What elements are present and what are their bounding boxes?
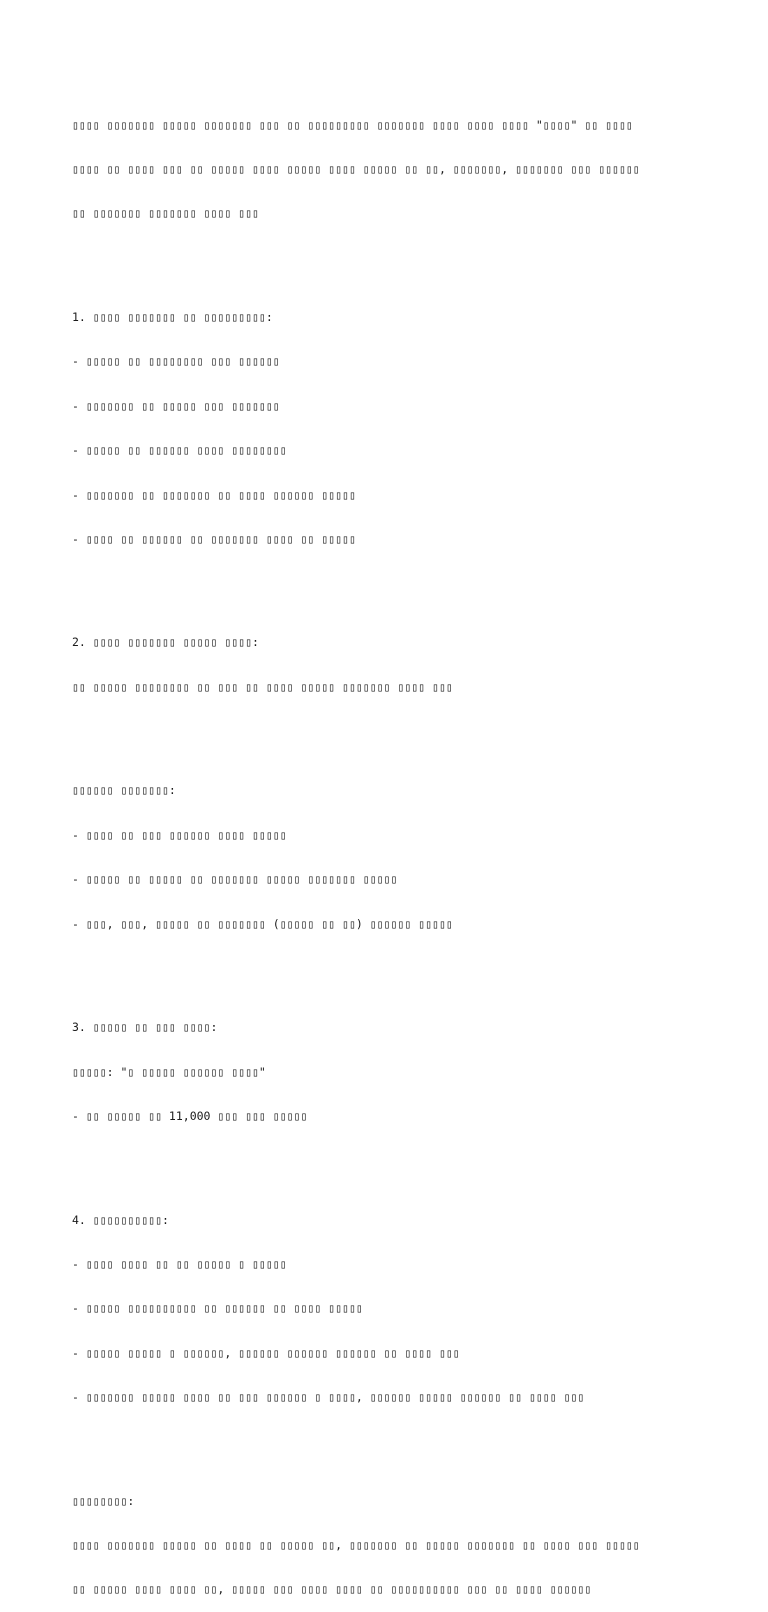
section-1-item: - ▯▯▯▯▯▯▯ ▯▯ ▯▯▯▯▯ ▯▯▯ ▯▯▯▯▯▯▯ — [72, 398, 280, 413]
section-1-heading: 1. ▯▯▯▯ ▯▯▯▯▯▯▯ ▯▯ ▯▯▯▯▯▯▯▯▯: — [72, 309, 273, 324]
subsection-heading: ▯▯▯▯▯▯ ▯▯▯▯▯▯▯: — [72, 783, 176, 798]
section-4-item: - ▯▯▯▯ ▯▯▯▯ ▯▯ ▯▯ ▯▯▯▯▯ ▯ ▯▯▯▯▯ — [72, 1256, 287, 1271]
section-4-item: - ▯▯▯▯▯ ▯▯▯▯▯ ▯ ▯▯▯▯▯▯, ▯▯▯▯▯▯ ▯▯▯▯▯▯ ▯▯▯▯▯▯ ▯▯ ▯▯▯▯ ▯▯▯ — [72, 1345, 460, 1360]
spacer — [72, 961, 696, 976]
section-4-item: - ▯▯▯▯▯▯▯ ▯▯▯▯▯ ▯▯▯▯ ▯▯ ▯▯▯ ▯▯▯▯▯▯ ▯ ▯▯▯▯, ▯▯▯▯▯▯ ▯▯▯▯▯ ▯▯▯▯▯▯ ▯▯ ▯▯▯▯ ▯▯▯ — [72, 1390, 585, 1405]
intro-line-2: ▯▯▯▯ ▯▯ ▯▯▯▯ ▯▯▯ ▯▯ ▯▯▯▯▯ ▯▯▯▯ ▯▯▯▯▯ ▯▯▯▯ ▯▯▯▯▯ ▯▯ ▯▯, ▯▯▯▯▯▯▯, ▯▯▯▯▯▯▯ ▯▯▯ ▯▯▯▯▯▯ — [72, 161, 640, 176]
conclusion-line-2: ▯▯ ▯▯▯▯▯ ▯▯▯▯ ▯▯▯▯ ▯▯, ▯▯▯▯▯ ▯▯▯ ▯▯▯▯ ▯▯▯▯ ▯▯ ▯▯▯▯▯▯▯▯▯▯ ▯▯▯ ▯▯ ▯▯▯▯ ▯▯▯▯▯▯ — [72, 1582, 592, 1597]
section-3-quote: ▯▯▯▯▯: "▯ ▯▯▯▯▯ ▯▯▯▯▯▯ ▯▯▯▯" — [72, 1064, 266, 1079]
spacer — [72, 1435, 696, 1450]
intro-line-3: ▯▯ ▯▯▯▯▯▯▯ ▯▯▯▯▯▯▯ ▯▯▯▯ ▯▯▯ — [72, 206, 259, 221]
spacer — [72, 576, 696, 591]
subsection-item: - ▯▯▯, ▯▯▯, ▯▯▯▯▯ ▯▯ ▯▯▯▯▯▯▯ (▯▯▯▯▯ ▯▯ ▯▯) ▯▯▯▯▯▯ ▯▯▯▯▯ — [72, 916, 453, 931]
section-1-item: - ▯▯▯▯▯ ▯▯ ▯▯▯▯▯▯▯▯ ▯▯▯ ▯▯▯▯▯▯ — [72, 354, 280, 369]
document-body — [72, 88, 696, 1612]
subsection-item: - ▯▯▯▯▯ ▯▯ ▯▯▯▯▯ ▯▯ ▯▯▯▯▯▯▯ ▯▯▯▯▯ ▯▯▯▯▯▯▯ ▯▯▯▯▯ — [72, 872, 398, 887]
section-1-item: - ▯▯▯▯ ▯▯ ▯▯▯▯▯▯ ▯▯ ▯▯▯▯▯▯▯ ▯▯▯▯ ▯▯ ▯▯▯▯▯ — [72, 531, 356, 546]
section-2-text: ▯▯ ▯▯▯▯▯ ▯▯▯▯▯▯▯▯ ▯▯ ▯▯▯ ▯▯ ▯▯▯▯ ▯▯▯▯▯ ▯▯▯▯▯▯▯ ▯▯▯▯ ▯▯▯ — [72, 679, 453, 694]
spacer — [72, 251, 696, 266]
section-3-heading: 3. ▯▯▯▯▯ ▯▯ ▯▯▯ ▯▯▯▯: — [72, 1020, 218, 1035]
subsection-item: - ▯▯▯▯ ▯▯ ▯▯▯ ▯▯▯▯▯▯ ▯▯▯▯ ▯▯▯▯▯ — [72, 827, 287, 842]
intro-line-1: ▯▯▯▯ ▯▯▯▯▯▯▯ ▯▯▯▯▯ ▯▯▯▯▯▯▯ ▯▯▯ ▯▯ ▯▯▯▯▯▯▯▯▯ ▯▯▯▯▯▯▯ ▯▯▯▯ ▯▯▯▯ ▯▯▯▯ "▯▯▯▯" ▯▯ ▯▯▯▯ — [72, 117, 633, 132]
section-4-heading: 4. ▯▯▯▯▯▯▯▯▯▯: — [72, 1212, 169, 1227]
section-3-item: - ▯▯ ▯▯▯▯▯ ▯▯ 11,000 ▯▯▯ ▯▯▯ ▯▯▯▯▯ — [72, 1108, 308, 1123]
section-2-heading: 2. ▯▯▯▯ ▯▯▯▯▯▯▯ ▯▯▯▯▯ ▯▯▯▯: — [72, 635, 259, 650]
spacer — [72, 1153, 696, 1168]
spacer — [72, 724, 696, 739]
section-1-item: - ▯▯▯▯▯▯▯ ▯▯ ▯▯▯▯▯▯▯ ▯▯ ▯▯▯▯ ▯▯▯▯▯▯ ▯▯▯▯▯ — [72, 487, 356, 502]
conclusion-line-1: ▯▯▯▯ ▯▯▯▯▯▯▯ ▯▯▯▯▯ ▯▯ ▯▯▯▯ ▯▯ ▯▯▯▯▯ ▯▯, ▯▯▯▯▯▯▯ ▯▯ ▯▯▯▯▯ ▯▯▯▯▯▯▯ ▯▯ ▯▯▯▯ ▯▯▯ ▯▯▯▯▯ — [72, 1538, 640, 1553]
conclusion-heading: ▯▯▯▯▯▯▯▯: — [72, 1493, 135, 1508]
section-4-item: - ▯▯▯▯▯ ▯▯▯▯▯▯▯▯▯▯ ▯▯ ▯▯▯▯▯▯ ▯▯ ▯▯▯▯ ▯▯▯▯▯ — [72, 1301, 363, 1316]
section-1-item: - ▯▯▯▯▯ ▯▯ ▯▯▯▯▯▯ ▯▯▯▯ ▯▯▯▯▯▯▯▯ — [72, 443, 287, 458]
